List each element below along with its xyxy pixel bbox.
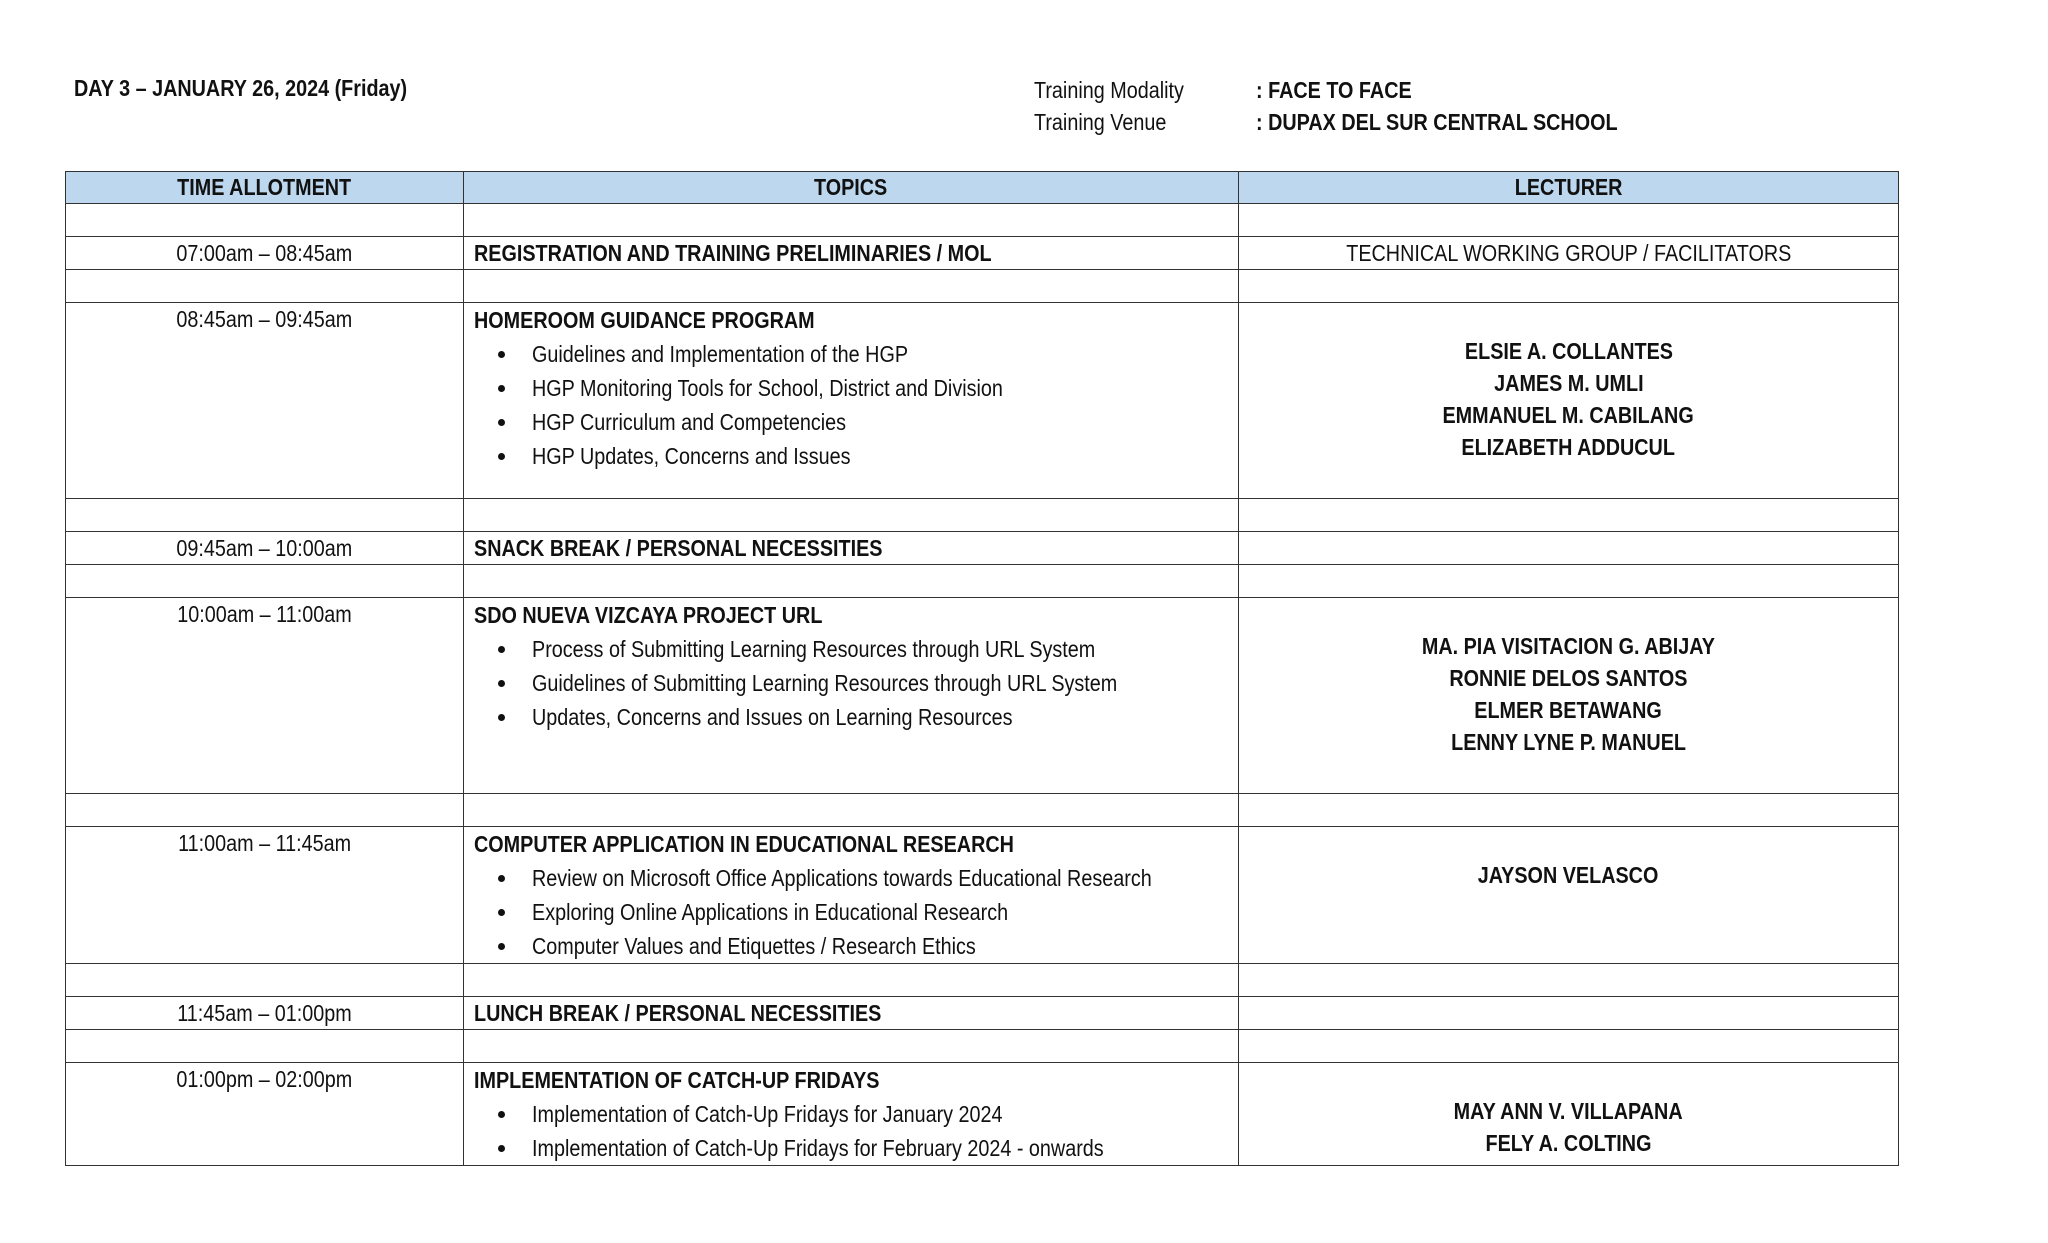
list-item: Updates, Concerns and Issues on Learning Resources <box>532 700 1228 734</box>
lecturer-name: JAYSON VELASCO <box>1478 862 1659 888</box>
lecturer-name: ELSIE A. COLLANTES <box>1464 338 1673 364</box>
schedule-table <box>65 171 1899 1166</box>
time-cell: 10:00am – 11:00am <box>66 598 464 794</box>
lecturer-name: ELMER BETAWANG <box>1474 697 1663 723</box>
lecturer-name: MAY ANN V. VILLAPANA <box>1453 1098 1683 1124</box>
spacer-row <box>66 565 1899 598</box>
topic-title: IMPLEMENTATION OF CATCH-UP FRIDAYS <box>474 1067 880 1093</box>
list-item: HGP Updates, Concerns and Issues <box>532 439 1228 473</box>
spacer-row <box>66 794 1899 827</box>
header-lecturer: LECTURER <box>1239 172 1899 204</box>
spacer-row <box>66 964 1899 997</box>
topic-cell <box>464 598 1239 794</box>
time-cell: 09:45am – 10:00am <box>66 532 464 565</box>
table-row <box>66 237 1899 270</box>
lecturer-name: MA. PIA VISITACION G. ABIJAY <box>1421 633 1716 659</box>
lecturer-cell <box>1239 827 1899 964</box>
time-cell: 08:45am – 09:45am <box>66 303 464 499</box>
topic-cell <box>464 827 1239 964</box>
venue-row <box>1034 106 1676 138</box>
table-row <box>66 303 1899 499</box>
list-item: Review on Microsoft Office Applications towards Educational Research <box>532 861 1228 895</box>
table-row <box>66 1063 1899 1166</box>
subtopic-list <box>474 337 1228 473</box>
modality-value: : FACE TO FACE <box>1256 77 1412 103</box>
lecturer-name: RONNIE DELOS SANTOS <box>1449 665 1688 691</box>
list-item: Implementation of Catch-Up Fridays for January 2024 <box>532 1097 1228 1131</box>
list-item: Process of Submitting Learning Resources through URL System <box>532 632 1228 666</box>
time-cell: 07:00am – 08:45am <box>66 237 464 270</box>
lecturer-cell <box>1239 598 1899 794</box>
topic-cell: SNACK BREAK / PERSONAL NECESSITIES <box>464 532 1239 565</box>
list-item: HGP Curriculum and Competencies <box>532 405 1228 439</box>
list-item: HGP Monitoring Tools for School, District and Division <box>532 371 1228 405</box>
spacer-row <box>66 1030 1899 1063</box>
topic-title: HOMEROOM GUIDANCE PROGRAM <box>474 307 815 333</box>
venue-value: : DUPAX DEL SUR CENTRAL SCHOOL <box>1256 109 1618 135</box>
subtopic-list <box>474 1097 1228 1165</box>
lecturer-name: JAMES M. UMLI <box>1493 370 1644 396</box>
modality-label: Training Modality <box>1034 77 1184 103</box>
subtopic-list <box>474 861 1228 963</box>
topic-cell: REGISTRATION AND TRAINING PRELIMINARIES / MOL <box>464 237 1239 270</box>
table-row <box>66 598 1899 794</box>
lecturer-cell <box>1239 532 1899 565</box>
table-header-row <box>66 172 1899 204</box>
list-item: Guidelines and Implementation of the HGP <box>532 337 1228 371</box>
time-cell: 11:45am – 01:00pm <box>66 997 464 1030</box>
topic-cell <box>464 1063 1239 1166</box>
list-item: Exploring Online Applications in Educational Research <box>532 895 1228 929</box>
list-item: Guidelines of Submitting Learning Resources through URL System <box>532 666 1228 700</box>
list-item: Computer Values and Etiquettes / Research Ethics <box>532 929 1228 963</box>
day-title: DAY 3 – JANUARY 26, 2024 (Friday) <box>74 75 408 101</box>
subtopic-list <box>474 632 1228 734</box>
spacer-row <box>66 204 1899 237</box>
time-cell: 11:00am – 11:45am <box>66 827 464 964</box>
training-meta <box>1034 74 1676 138</box>
topic-cell <box>464 303 1239 499</box>
header-topics: TOPICS <box>464 172 1239 204</box>
lecturer-cell <box>1239 997 1899 1030</box>
topic-title: SDO NUEVA VIZCAYA PROJECT URL <box>474 602 823 628</box>
spacer-row <box>66 499 1899 532</box>
lecturer-name: LENNY LYNE P. MANUEL <box>1451 729 1686 755</box>
topic-title: COMPUTER APPLICATION IN EDUCATIONAL RESEARCH <box>474 831 1014 857</box>
lecturer-name: EMMANUEL M. CABILANG <box>1442 402 1695 428</box>
lecturer-cell: TECHNICAL WORKING GROUP / FACILITATORS <box>1239 237 1899 270</box>
table-row <box>66 532 1899 565</box>
spacer-row <box>66 270 1899 303</box>
venue-label: Training Venue <box>1034 109 1167 135</box>
list-item: Implementation of Catch-Up Fridays for February 2024 - onwards <box>532 1131 1228 1165</box>
lecturer-cell <box>1239 303 1899 499</box>
table-row <box>66 997 1899 1030</box>
table-row <box>66 827 1899 964</box>
lecturer-name: FELY A. COLTING <box>1485 1130 1652 1156</box>
time-cell: 01:00pm – 02:00pm <box>66 1063 464 1166</box>
topic-cell: LUNCH BREAK / PERSONAL NECESSITIES <box>464 997 1239 1030</box>
lecturer-cell <box>1239 1063 1899 1166</box>
modality-row <box>1034 74 1676 106</box>
header-time: TIME ALLOTMENT <box>66 172 464 204</box>
lecturer-name: ELIZABETH ADDUCUL <box>1461 434 1676 460</box>
